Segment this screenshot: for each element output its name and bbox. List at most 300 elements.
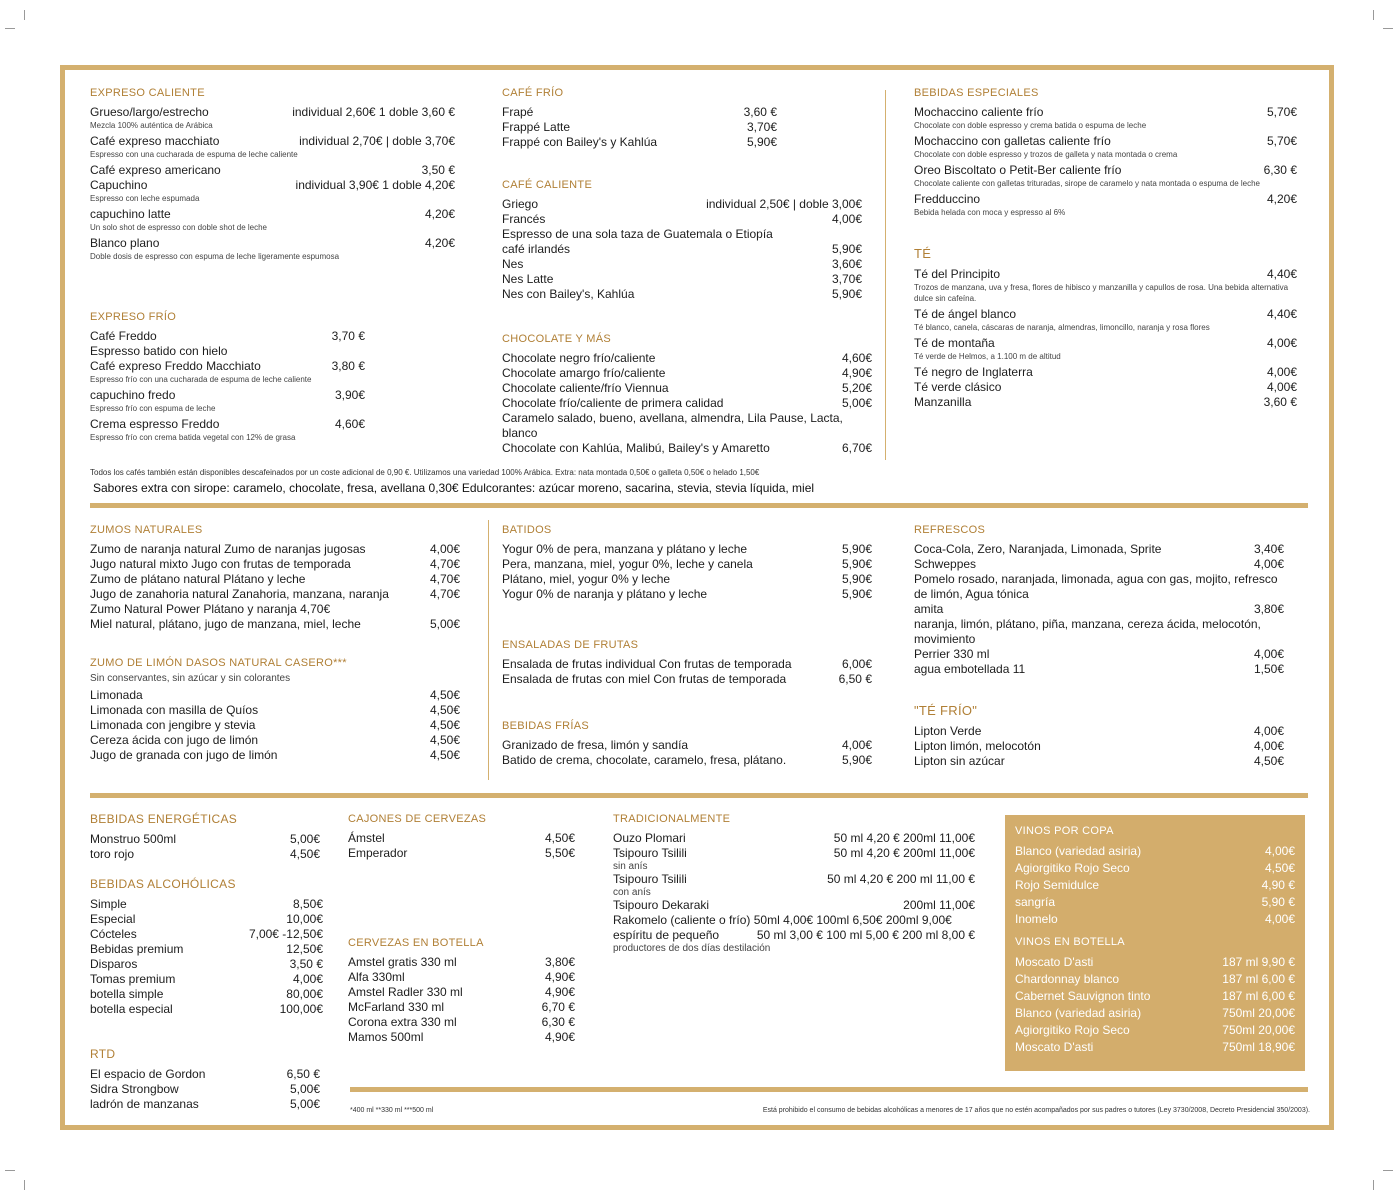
menu-item <box>1015 1022 1295 1039</box>
item-description: Espresso frío con una cucharada de espuma de leche caliente <box>90 375 312 384</box>
item-name: Lipton limón, melocotón <box>914 739 1041 753</box>
menu-item <box>502 738 872 753</box>
item-price: 5,90€ <box>841 572 872 586</box>
menu-item <box>90 617 460 632</box>
item-name: Agiorgitiko Rojo Seco <box>1015 1023 1130 1037</box>
item-name: Blanco (variedad asiria) <box>1015 844 1142 858</box>
item-description: Doble dosis de espresso con espuma de leche ligeramente espumosa <box>90 252 340 261</box>
item-price: 6,50 € <box>286 1067 320 1081</box>
item-list <box>90 832 320 862</box>
menu-item <box>502 287 862 302</box>
item-price: 4,70€ <box>429 572 460 586</box>
item-name: capuchino fredo <box>90 388 176 402</box>
item-list <box>914 542 1284 677</box>
item-name: Café expreso macchiato <box>90 134 220 148</box>
item-name: Jugo de granada con jugo de limón <box>90 748 278 762</box>
item-price: 4,20€ <box>424 236 455 250</box>
menu-item <box>1015 843 1295 860</box>
item-price: individual 3,90€ 1 doble 4,20€ <box>295 178 455 192</box>
menu-item <box>502 135 777 150</box>
section-title: VINOS POR COPA <box>1015 825 1114 837</box>
item-description: Espresso frío con espuma de leche <box>90 404 216 413</box>
item-name: Espresso de una sola taza de Guatemala o Etiopía <box>502 227 773 241</box>
menu-item <box>914 307 1297 322</box>
item-price: 4,20€ <box>1266 192 1297 206</box>
menu-item <box>914 602 1284 617</box>
menu-item <box>502 672 872 687</box>
item-price: 6,30 € <box>541 1015 575 1029</box>
item-price: 5,90€ <box>841 753 872 767</box>
item-list <box>1015 843 1295 928</box>
item-price: 10,00€ <box>286 912 323 926</box>
menu-item <box>1015 911 1295 928</box>
item-name: Alfa 330ml <box>348 970 405 984</box>
item-price: 5,90 € <box>1261 895 1295 909</box>
item-price: 4,00€ <box>1266 380 1297 394</box>
item-price: 750ml 18,90€ <box>1222 1040 1295 1054</box>
bottom-note-sizes: *400 ml **330 ml ***500 ml <box>350 1107 434 1114</box>
item-price: 5,20€ <box>841 381 872 395</box>
item-name: Sidra Strongbow <box>90 1082 179 1096</box>
item-name: ladrón de manzanas <box>90 1097 199 1111</box>
section-rtd <box>90 1047 320 1112</box>
section-title: TRADICIONALMENTE <box>613 813 731 825</box>
item-price: 4,00€ <box>1253 557 1284 571</box>
item-price: 8,50€ <box>292 897 323 911</box>
item-price: 3,80€ <box>1253 602 1284 616</box>
menu-item <box>502 197 862 212</box>
menu-item <box>914 395 1297 410</box>
item-name: Tsipouro Dekaraki <box>613 898 710 912</box>
section-tradicional <box>613 813 975 954</box>
item-price: 200ml 11,00€ <box>903 898 975 912</box>
column-divider <box>885 90 886 460</box>
column-divider <box>488 520 489 780</box>
menu-item <box>90 178 455 193</box>
item-price: individual 2,60€ 1 doble 3,60 € <box>292 105 455 119</box>
crop-mark <box>24 1180 25 1190</box>
menu-item <box>90 388 365 403</box>
item-name: Limonada con jengibre y stevia <box>90 718 256 732</box>
menu-item <box>502 557 872 572</box>
section-title: ZUMOS NATURALES <box>90 524 203 536</box>
item-price: 6,30 € <box>1263 163 1297 177</box>
menu-item <box>914 724 1284 739</box>
menu-item <box>90 987 323 1002</box>
item-list <box>90 542 460 632</box>
item-name: Chocolate amargo frío/caliente <box>502 366 666 380</box>
menu-item <box>502 242 862 257</box>
item-price: 4,50€ <box>429 718 460 732</box>
item-price: 4,50€ <box>429 688 460 702</box>
item-name: naranja, limón, plátano, piña, manzana, cereza ácida, melocotón, movimiento <box>914 617 1261 646</box>
item-price: 4,00€ <box>1253 724 1284 738</box>
item-name: Lipton Verde <box>914 724 982 738</box>
item-price: 4,00€ <box>841 738 872 752</box>
menu-item <box>1015 894 1295 911</box>
item-name: Fredduccino <box>914 192 981 206</box>
item-price: 5,90€ <box>841 542 872 556</box>
item-price: 4,50€ <box>429 748 460 762</box>
menu-item <box>613 928 975 943</box>
menu-item <box>914 163 1297 178</box>
section-title: CAJONES DE CERVEZAS <box>348 813 487 825</box>
item-description: Bebida helada con moca y espresso al 6% <box>914 208 1066 217</box>
wine-panel <box>1005 815 1305 1071</box>
item-description: Chocolate con doble espresso y crema batida o espuma de leche <box>914 121 1147 130</box>
section-energeticas <box>90 812 320 862</box>
section-title: CAFÉ CALIENTE <box>502 179 593 191</box>
item-name: Nes con Bailey's, Kahlúa <box>502 287 635 301</box>
menu-item <box>914 617 1284 647</box>
menu-item <box>613 898 975 913</box>
item-price: 6,70 € <box>541 1000 575 1014</box>
menu-item <box>90 1082 320 1097</box>
item-description: Té verde de Helmos, a 1.100 m de altitud <box>914 352 1061 361</box>
item-price: 4,00€ <box>292 972 323 986</box>
item-name: Zumo de plátano natural Plátano y leche <box>90 572 306 586</box>
item-price: 4,60€ <box>334 417 365 431</box>
item-name: Inomelo <box>1015 912 1058 926</box>
menu-item <box>613 831 975 846</box>
item-name: Disparos <box>90 957 138 971</box>
item-price: 5,00€ <box>429 617 460 631</box>
menu-item <box>90 602 460 617</box>
footnote-syrups: Sabores extra con sirope: caramelo, chocolate, fresa, avellana 0,30€ Edulcorantes: azúcar moreno, sacarina, stevia, stevia líquida, miel <box>93 481 815 495</box>
menu-item <box>90 832 320 847</box>
item-price: 5,90€ <box>831 242 862 256</box>
section-subtitle: Sin conservantes, sin azúcar y sin colorantes <box>90 673 291 684</box>
item-name: Crema espresso Freddo <box>90 417 220 431</box>
item-list <box>90 688 460 763</box>
item-list <box>90 1067 320 1112</box>
menu-item <box>90 207 455 222</box>
item-name: Pomelo rosado, naranjada, limonada, agua con gas, mojito, refresco de limón, Agua tónica <box>914 572 1278 601</box>
menu-item <box>502 366 872 381</box>
item-price: 3,50 € <box>289 957 323 971</box>
menu-item <box>348 831 575 846</box>
menu-item <box>502 572 872 587</box>
menu-item <box>502 441 872 456</box>
crop-mark <box>1373 1180 1374 1190</box>
item-name: Rakomelo (caliente o frío) 50ml 4,00€ 100ml 6,50€ 200ml 9,00€ <box>613 913 952 927</box>
menu-item <box>502 272 862 287</box>
item-price: 3,80 € <box>331 359 365 373</box>
item-name: Rojo Semidulce <box>1015 878 1100 892</box>
menu-item <box>90 703 460 718</box>
menu-item <box>90 733 460 748</box>
section-divider <box>90 793 1308 798</box>
menu-item <box>914 380 1297 395</box>
item-price: 5,00€ <box>289 1097 320 1111</box>
item-price: 4,60€ <box>841 351 872 365</box>
item-name: Perrier 330 ml <box>914 647 990 661</box>
menu-item <box>914 572 1284 602</box>
item-list <box>1015 954 1295 1056</box>
item-price: 5,70€ <box>1266 134 1297 148</box>
item-name: Té verde clásico <box>914 380 1002 394</box>
item-list <box>90 105 455 262</box>
item-list <box>348 831 575 861</box>
item-price: 5,70€ <box>1266 105 1297 119</box>
menu-item <box>90 163 455 178</box>
section-title: EXPRESO CALIENTE <box>90 87 205 99</box>
item-price: 1,50€ <box>1253 662 1284 676</box>
section-alcoholicas <box>90 877 323 1017</box>
section-title: BEBIDAS ESPECIALES <box>914 87 1039 99</box>
item-price: 750ml 20,00€ <box>1222 1023 1295 1037</box>
menu-item <box>502 105 777 120</box>
item-price: 4,00€ <box>1253 739 1284 753</box>
menu-item <box>502 411 872 441</box>
menu-item <box>1015 860 1295 877</box>
item-price: 3,70€ <box>746 120 777 134</box>
item-price: 4,50€ <box>289 847 320 861</box>
section-expreso-caliente <box>90 87 455 265</box>
item-price: 3,60 € <box>743 105 777 119</box>
item-price: 4,00€ <box>1264 844 1295 858</box>
menu-item <box>348 1000 575 1015</box>
item-name: El espacio de Gordon <box>90 1067 206 1081</box>
section-refrescos <box>914 524 1284 677</box>
item-name: espíritu de pequeño <box>613 928 720 942</box>
item-price: 50 ml 3,00 € 100 ml 5,00 € 200 ml 8,00 € <box>756 928 975 942</box>
menu-item <box>90 972 323 987</box>
item-name: Nes Latte <box>502 272 554 286</box>
menu-item <box>90 1067 320 1082</box>
section-zumos <box>90 524 460 632</box>
item-price: 4,00€ <box>1253 647 1284 661</box>
item-price: 5,90€ <box>831 287 862 301</box>
item-name: Plátano, miel, yogur 0% y leche <box>502 572 671 586</box>
item-name: Chardonnay blanco <box>1015 972 1120 986</box>
item-name: Chocolate frío/caliente de primera calidad <box>502 396 724 410</box>
menu-item <box>502 257 862 272</box>
section-cafe-frio <box>502 87 777 150</box>
item-price: 4,50€ <box>544 831 575 845</box>
menu-item <box>348 846 575 861</box>
menu-item <box>1015 877 1295 894</box>
item-name: Té de montaña <box>914 336 995 350</box>
section-title: REFRESCOS <box>914 524 986 536</box>
menu-item <box>90 417 365 432</box>
item-description: Trozos de manzana, uva y fresa, flores de hibisco y manzanilla y capullos de rosa. Una bebida alternativa dulce sin cafeína. <box>914 283 1289 303</box>
menu-item <box>348 1015 575 1030</box>
item-price: 4,00€ <box>1266 336 1297 350</box>
item-name: Moscato D'asti <box>1015 1040 1094 1054</box>
menu-item <box>90 688 460 703</box>
section-title: EXPRESO FRÍO <box>90 311 177 323</box>
item-name: Cereza ácida con jugo de limón <box>90 733 259 747</box>
item-description: Espresso con leche espumada <box>90 194 200 203</box>
item-name: Mamos 500ml <box>348 1030 424 1044</box>
item-name: Griego <box>502 197 539 211</box>
item-price: 50 ml 4,20 € 200 ml 11,00 € <box>827 872 975 886</box>
item-name: Ensalada de frutas individual Con frutas de temporada <box>502 657 792 671</box>
item-price: 187 ml 9,90 € <box>1222 955 1295 969</box>
item-description: Espresso con una cucharada de espuma de leche caliente <box>90 150 298 159</box>
menu-item <box>613 913 975 928</box>
item-price: 750ml 20,00€ <box>1222 1006 1295 1020</box>
item-list <box>914 267 1297 410</box>
item-name: Caramelo salado, bueno, avellana, almendra, Lila Pause, Lacta, blanco <box>502 411 843 440</box>
item-name: Especial <box>90 912 136 926</box>
item-price: 3,40€ <box>1253 542 1284 556</box>
item-name: Miel natural, plátano, jugo de manzana, miel, leche <box>90 617 361 631</box>
item-name: café irlandés <box>502 242 571 256</box>
item-name: Yogur 0% de pera, manzana y plátano y leche <box>502 542 748 556</box>
item-price: 187 ml 6,00 € <box>1222 989 1295 1003</box>
item-name: Ámstel <box>348 831 385 845</box>
item-name: Nes <box>502 257 524 271</box>
item-name: Ensalada de frutas con miel Con frutas de temporada <box>502 672 787 686</box>
item-price: 3,50 € <box>421 163 455 177</box>
item-name: Té negro de Inglaterra <box>914 365 1033 379</box>
menu-item <box>502 753 872 768</box>
item-name: Lipton sin azúcar <box>914 754 1005 768</box>
item-price: 187 ml 6,00 € <box>1222 972 1295 986</box>
item-price: 4,50€ <box>429 703 460 717</box>
item-list <box>502 542 872 602</box>
item-price: 4,40€ <box>1266 307 1297 321</box>
menu-item <box>502 227 862 242</box>
item-name: botella especial <box>90 1002 173 1016</box>
item-name: Batido de crema, chocolate, caramelo, fresa, plátano. <box>502 753 787 767</box>
menu-item <box>90 134 455 149</box>
item-name: Frapé <box>502 105 534 119</box>
item-name: agua embotellada 11 <box>914 662 1026 676</box>
item-price: 6,70€ <box>841 441 872 455</box>
item-list <box>914 105 1297 218</box>
item-price: 4,00€ <box>1266 365 1297 379</box>
menu-item <box>502 396 872 411</box>
item-name: Capuchino <box>90 178 148 192</box>
item-name: Chocolate caliente/frío Viennua <box>502 381 669 395</box>
item-price: 4,70€ <box>429 587 460 601</box>
menu-item <box>914 105 1297 120</box>
menu-item <box>613 846 975 861</box>
section-bebidas-frias <box>502 720 872 768</box>
item-price: 4,00€ <box>831 212 862 226</box>
menu-item <box>502 381 872 396</box>
item-list <box>502 105 777 150</box>
item-price: 5,90€ <box>841 587 872 601</box>
item-description: Chocolate con doble espresso y trozos de galleta y nata montada o crema <box>914 150 1178 159</box>
crop-mark <box>1383 1170 1393 1171</box>
menu-item <box>502 657 872 672</box>
menu-item <box>90 897 323 912</box>
crop-mark <box>24 10 25 20</box>
item-price: 4,90€ <box>841 366 872 380</box>
menu-item <box>90 542 460 557</box>
section-ensaladas <box>502 639 872 687</box>
menu-item <box>914 739 1284 754</box>
section-chocolate <box>502 333 872 456</box>
menu-item <box>502 212 862 227</box>
item-price: 4,70€ <box>429 557 460 571</box>
section-title: CAFÉ FRÍO <box>502 87 564 99</box>
menu-item <box>613 872 975 887</box>
crop-mark <box>5 28 15 29</box>
item-name: capuchino latte <box>90 207 171 221</box>
item-name: Moscato D'asti <box>1015 955 1094 969</box>
crop-mark <box>5 1170 15 1171</box>
item-name: Tsipouro Tsilili <box>613 846 687 860</box>
menu-item <box>90 572 460 587</box>
menu-item <box>914 134 1297 149</box>
footnote-decaf: Todos los cafés también están disponibles descafeinados por un coste adicional de 0,90 €. Utilizamos una variedad 100% Arábica. Extra: nata montada 0,50€ o galleta 0,50€ o helado 1,50€ <box>90 468 760 477</box>
section-title: CHOCOLATE Y MÁS <box>502 333 612 345</box>
menu-item <box>90 344 365 359</box>
item-name: Agiorgitiko Rojo Seco <box>1015 861 1130 875</box>
menu-item <box>90 847 320 862</box>
menu-item <box>502 587 872 602</box>
item-name: Frappé Latte <box>502 120 571 134</box>
item-name: Monstruo 500ml <box>90 832 177 846</box>
item-list <box>348 955 575 1045</box>
item-name: Blanco (variedad asiria) <box>1015 1006 1142 1020</box>
section-title: BEBIDAS FRÍAS <box>502 720 590 732</box>
item-name: Francés <box>502 212 546 226</box>
menu-item <box>914 336 1297 351</box>
menu-item <box>90 957 323 972</box>
item-name: Pera, manzana, miel, yogur 0%, leche y canela <box>502 557 753 571</box>
menu-item <box>914 647 1284 662</box>
section-limon <box>90 657 460 763</box>
section-especiales <box>914 87 1297 221</box>
item-name: Té del Principito <box>914 267 1001 281</box>
menu-item <box>90 942 323 957</box>
item-name: Café Freddo <box>90 329 157 343</box>
menu-item <box>914 365 1297 380</box>
menu-item <box>90 587 460 602</box>
menu-item <box>914 662 1284 677</box>
item-name: Zumo Natural Power Plátano y naranja 4,70€ <box>90 602 331 616</box>
item-price: 5,50€ <box>544 846 575 860</box>
item-name: Frappé con Bailey's y Kahlúa <box>502 135 658 149</box>
menu-item <box>914 192 1297 207</box>
menu-item <box>1015 971 1295 988</box>
menu-item <box>348 985 575 1000</box>
item-price: 4,20€ <box>424 207 455 221</box>
item-name: Amstel gratis 330 ml <box>348 955 457 969</box>
menu-item <box>348 970 575 985</box>
item-price: 7,00€ -12,50€ <box>248 927 323 941</box>
item-price: 3,90€ <box>334 388 365 402</box>
item-name: Manzanilla <box>914 395 972 409</box>
item-price: 80,00€ <box>286 987 323 1001</box>
menu-item <box>90 105 455 120</box>
item-price: 50 ml 4,20 € 200ml 11,00€ <box>833 846 975 860</box>
section-title: VINOS EN BOTELLA <box>1015 936 1125 948</box>
menu-item <box>90 1097 320 1112</box>
item-description: Chocolate caliente con galletas trituradas, sirope de caramelo y nata montada o espuma de leche <box>914 179 1260 188</box>
menu-item <box>502 120 777 135</box>
item-name: Cabernet Sauvignon tinto <box>1015 989 1151 1003</box>
item-list <box>502 657 872 687</box>
section-expreso-frio <box>90 311 365 446</box>
item-name: Café expreso Freddo Macchiato <box>90 359 261 373</box>
item-name: toro rojo <box>90 847 135 861</box>
item-price: 4,50€ <box>429 733 460 747</box>
item-name: Emperador <box>348 846 408 860</box>
item-price: 5,00€ <box>289 832 320 846</box>
item-subtitle: productores de dos días destilación <box>613 943 771 954</box>
item-name: Té de ángel blanco <box>914 307 1017 321</box>
item-name: Grueso/largo/estrecho <box>90 105 209 119</box>
item-price: 4,90 € <box>1261 878 1295 892</box>
item-description: Mezcla 100% auténtica de Arábica <box>90 121 213 130</box>
